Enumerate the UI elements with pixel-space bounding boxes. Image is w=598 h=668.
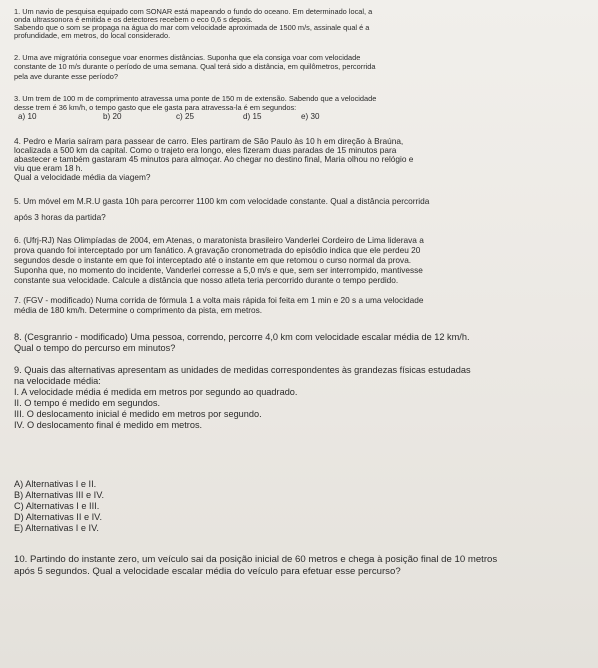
question-4-line-3: abastecer e também gastaram 45 minutos para almoçar. Ao chegar no destino final, Maria olhou no relógio e <box>14 154 414 164</box>
question-9-option-d: D) Alternativas II e IV. <box>14 512 103 522</box>
question-2-line-1: 2. Uma ave migratória consegue voar enormes distâncias. Suponha que ela consiga voar com velocidade <box>14 53 361 62</box>
question-6-line-1: 6. (Ufrj-RJ) Nas Olimpíadas de 2004, em Atenas, o maratonista brasileiro Vanderlei Cordeiro de Lima liderava a <box>14 235 424 245</box>
question-9-line-1: 9. Quais das alternativas apresentam as unidades de medidas correspondentes às grandezas físicas estudadas <box>14 365 471 375</box>
question-9-statement-4: IV. O deslocamento final é medido em metros. <box>14 420 203 430</box>
question-9-statement-3: III. O deslocamento inicial é medido em metros por segundo. <box>14 409 262 419</box>
question-6-line-2: prova quando foi interceptado por um fanático. A gravação cronometrada do episódio indica que ele perdeu 20 <box>14 245 421 255</box>
question-5-line-1: 5. Um móvel em M.R.U gasta 10h para percorrer 1100 km com velocidade constante. Qual a distância percorrida <box>14 196 430 206</box>
question-10-line-1: 10. Partindo do instante zero, um veículo sai da posição inicial de 60 metros e chega à posição final de 10 metros <box>14 554 498 565</box>
question-1-line-1: 1. Um navio de pesquisa equipado com SONAR está mapeando o fundo do oceano. Em determinado local, a <box>14 7 373 16</box>
question-3-line-1: 3. Um trem de 100 m de comprimento atravessa uma ponte de 150 m de extensão. Sabendo que a velocidade <box>14 94 377 103</box>
question-9-option-b: B) Alternativas III e IV. <box>14 490 105 500</box>
question-4-line-1: 4. Pedro e Maria saíram para passear de carro. Eles partiram de São Paulo às 10 h em direção à Braúna, <box>14 136 404 146</box>
question-9-option-a: A) Alternativas I e II. <box>14 479 97 489</box>
question-3-option-b: b) 20 <box>103 112 122 121</box>
question-1-line-2: onda ultrassonora é emitida e os detectores recebem o eco 0,6 s depois. <box>14 15 253 24</box>
question-4-line-5: Qual a velocidade média da viagem? <box>14 172 151 182</box>
question-2-line-2: constante de 10 m/s durante o período de uma semana. Qual terá sido a distância, em quilômetros, percorrida <box>14 62 376 71</box>
question-3-option-c: c) 25 <box>176 112 194 121</box>
question-3-option-a: a) 10 <box>18 112 37 121</box>
question-3-option-e: e) 30 <box>301 112 320 121</box>
question-9-option-c: C) Alternativas I e III. <box>14 501 100 511</box>
question-10-line-2: após 5 segundos. Qual a velocidade escalar média do veículo para efetuar esse percurso? <box>14 566 401 577</box>
question-8-line-1: 8. (Cesgranrio - modificado) Uma pessoa, correndo, percorre 4,0 km com velocidade escalar média de 12 km/h. <box>14 332 470 342</box>
question-7-line-2: média de 180 km/h. Determine o comprimento da pista, em metros. <box>14 305 263 315</box>
question-8-line-2: Qual o tempo do percurso em minutos? <box>14 343 176 353</box>
question-6-line-3: segundos desde o instante em que foi interceptado até o instante em que retomou o curso normal da prova. <box>14 255 412 265</box>
question-4-line-4: viu que eram 18 h. <box>14 163 83 173</box>
question-4-line-2: localizada a 500 km da capital. Como o trajeto era longo, eles fizeram duas paradas de 15 minutos para <box>14 145 397 155</box>
question-3-line-2: desse trem é 36 km/h, o tempo gasto que ele gasta para atravessa-la é em segundos: <box>14 103 297 112</box>
question-9-option-e: E) Alternativas I e IV. <box>14 523 99 533</box>
question-7-line-1: 7. (FGV - modificado) Numa corrida de fórmula 1 a volta mais rápida foi feita em 1 min e 20 s a uma velocidade <box>14 295 424 305</box>
question-3-option-d: d) 15 <box>243 112 262 121</box>
question-6-line-4: Suponha que, no momento do incidente, Vanderlei corresse a 5,0 m/s e que, sem ser interrompido, mantivesse <box>14 265 423 275</box>
question-2-line-3: pela ave durante esse período? <box>14 72 118 81</box>
question-9-statement-1: I. A velocidade média é medida em metros por segundo ao quadrado. <box>14 387 298 397</box>
question-5-line-2: após 3 horas da partida? <box>14 212 106 222</box>
question-1-line-4: profundidade, em metros, do local considerado. <box>14 31 171 40</box>
question-1-line-3: Sabendo que o som se propaga na água do mar com velocidade aproximada de 1500 m/s, assinale qual é a <box>14 23 370 32</box>
question-6-line-5: constante sua velocidade. Calcule a distância que nosso atleta teria percorrido durante o tempo perdido. <box>14 275 399 285</box>
question-9-line-2: na velocidade média: <box>14 376 101 386</box>
question-9-statement-2: II. O tempo é medido em segundos. <box>14 398 161 408</box>
